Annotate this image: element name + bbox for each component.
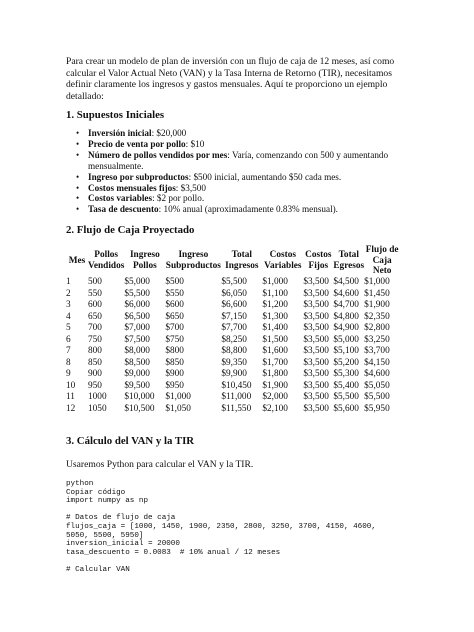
col-header-ingreso-subproductos: Ingreso Subproductos [165, 250, 221, 271]
col-header-ingreso-pollos: Ingreso Pollos [129, 250, 160, 271]
table-row: 1 500 $5,000 $500 $5,500 $1,000 $3,500 $4,500 $1,000 [66, 277, 390, 288]
col-header-total-egresos: Total Egresos [333, 250, 365, 271]
section3-title: 3. Cálculo del VAN y la TIR [66, 435, 195, 447]
list-item: • Costos mensuales fijos: $3,500 [88, 183, 416, 194]
list-item: • Tasa de descuento: 10% anual (aproximadamente 0.83% mensual). [88, 204, 416, 215]
table-row: 3 600 $6,000 $600 $6,600 $1,200 $3,500 $4,700 $1,900 [66, 300, 390, 311]
col-header-costos-fijos: Costos Fijos [305, 250, 332, 271]
code-line [66, 557, 416, 566]
section2-title: 2. Flujo de Caja Proyectado [66, 224, 195, 236]
code-line: import numpy as np [66, 497, 149, 506]
cash-flow-table [66, 245, 400, 415]
section3-text: Usaremos Python para calcular el VAN y la TIR. [66, 459, 254, 470]
table-row: 4 650 $6,500 $650 $7,150 $1,300 $3,500 $4,800 $2,350 [66, 311, 390, 322]
col-header-pollos-vendidos: Pollos Vendidos [88, 250, 125, 271]
list-item: • Precio de venta por pollo: $10 [88, 139, 416, 150]
code-line: inversion_inicial = 20000 [66, 540, 180, 549]
code-line: 5050, 5500, 5950] [66, 531, 144, 540]
section-supuestos [66, 109, 416, 215]
table-row: 6 750 $7,500 $750 $8,250 $1,500 $3,500 $5,000 $3,250 [66, 334, 390, 345]
table-row: 10 950 $9,500 $950 $10,450 $1,900 $3,500 $5,400 $5,050 [66, 380, 390, 391]
code-line-language: python [66, 480, 94, 488]
col-header-mes: Mes [68, 255, 86, 266]
code-line: flujos_caja = [1000, 1450, 1900, 2350, 2800, 3250, 3700, 4150, 4600, [66, 522, 376, 531]
code-line: tasa_descuento = 0.0083 # 10% anual / 12 meses [66, 548, 281, 557]
code-line: # Datos de flujo de caja [66, 514, 176, 523]
copy-code-button[interactable]: Copiar código [66, 488, 126, 497]
table-row: 9 900 $9,000 $900 $9,900 $1,800 $3,500 $5,300 $4,600 [66, 369, 390, 380]
list-item: • Número de pollos vendidos por mes: Varía, comenzando con 500 y aumentando mensualmente. [88, 150, 416, 172]
intro-paragraph: Para crear un modelo de plan de inversión con un flujo de caja de 12 meses, así como calcular el Valor Actual Neto (VAN) y la Tasa Interna de Retorno (TIR), necesitamos definir claramente los ingresos y gastos mensuales. Aquí te proporciono un ejemplo detallado: [66, 56, 395, 102]
table-row: 5 700 $7,000 $700 $7,700 $1,400 $3,500 $4,900 $2,800 [66, 323, 390, 334]
table-row: 12 1050 $10,500 $1,050 $11,550 $2,100 $3,500 $5,600 $5,950 [66, 403, 390, 414]
code-line [66, 506, 416, 515]
table-row: 8 850 $8,500 $850 $9,350 $1,700 $3,500 $5,200 $4,150 [66, 357, 390, 368]
section1-title: 1. Supuestos Iniciales [66, 109, 165, 121]
list-item: • Ingreso por subproductos: $500 inicial, aumentando $50 cada mes. [88, 172, 416, 183]
table-header-row [66, 245, 400, 277]
col-header-total-ingresos: Total Ingresos [225, 250, 259, 271]
table-row: 11 1000 $10,000 $1,000 $11,000 $2,000 $3,500 $5,500 $5,500 [66, 392, 390, 403]
code-block [66, 480, 416, 575]
code-line: # Calcular VAN [66, 565, 130, 574]
supuestos-list [66, 128, 416, 215]
col-header-costos-variables: Costos Variables [264, 250, 302, 271]
table-row: 7 800 $8,000 $800 $8,800 $1,600 $3,500 $5,100 $3,700 [66, 346, 390, 357]
list-item: • Costos variables: $2 por pollo. [88, 193, 416, 204]
col-header-flujo-neto: Flujo de Caja Neto [365, 245, 399, 277]
table-row: 2 550 $5,500 $550 $6,050 $1,100 $3,500 $4,600 $1,450 [66, 288, 390, 299]
list-item: • Inversión inicial: $20,000 [88, 128, 416, 139]
